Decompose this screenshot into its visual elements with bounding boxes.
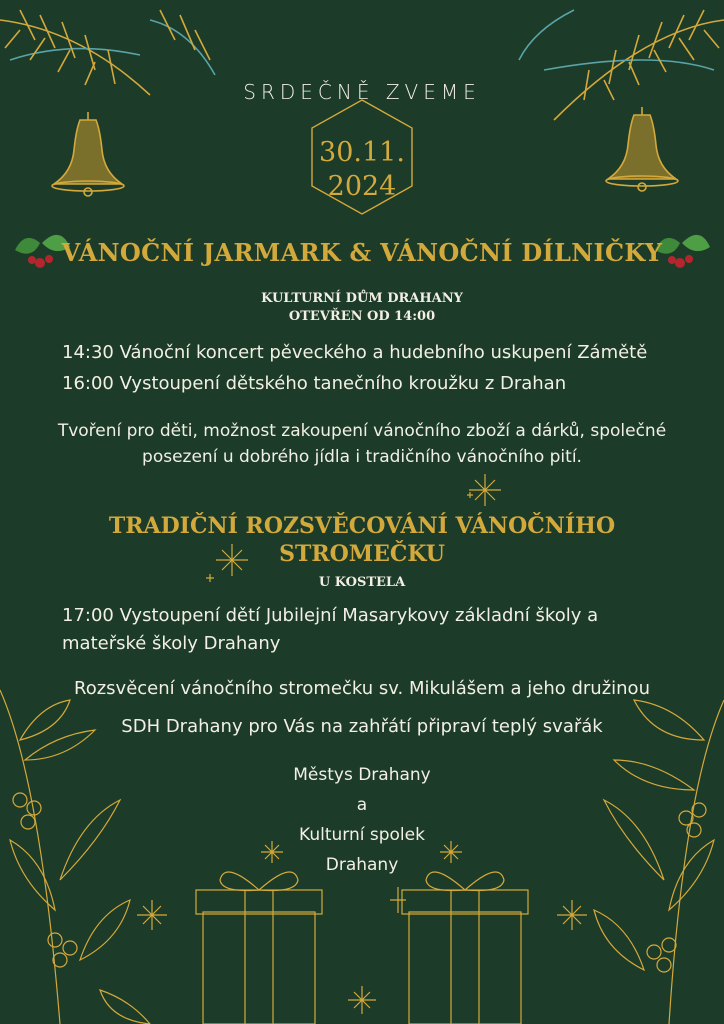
event1-program-item: 14:30 Vánoční koncert pěveckého a hudebního uskupení Zámětě <box>62 342 648 363</box>
event2-mulled-wine: SDH Drahany pro Vás na zahřátí připraví teplý svařák <box>121 716 603 737</box>
organizer-line: a <box>356 795 368 815</box>
event1-description <box>20 418 704 470</box>
event1-venue-name: KULTURNÍ DŮM DRAHANY <box>261 291 463 306</box>
sparkle-icon <box>467 492 473 498</box>
event2-program-line: 17:00 Vystoupení dětí Jubilejní Masarykovy základní školy a <box>62 605 599 626</box>
organizer-line: Drahany <box>325 855 399 875</box>
event1-opening-time: OTEVŘEN OD 14:00 <box>288 309 436 324</box>
date-year: 2024 <box>327 171 397 202</box>
gift-box-icon <box>196 872 322 1024</box>
sparkle-icon <box>557 900 587 930</box>
sparkle-icon <box>469 474 501 506</box>
event1-description-line: posezení u dobrého jídla i tradičního vánočního pití. <box>142 447 582 467</box>
event2-venue: U KOSTELA <box>318 575 406 590</box>
sparkle-icon <box>390 887 406 913</box>
date-day-month: 30.11. <box>319 137 405 168</box>
event-date <box>0 136 724 204</box>
event2-title-line: STROMEČKU <box>279 541 445 567</box>
event1-venue <box>0 290 724 326</box>
organizer-line: Kulturní spolek <box>299 825 425 845</box>
event2-title-line: TRADIČNÍ ROZSVĚCOVÁNÍ VÁNOČNÍHO <box>108 513 616 539</box>
organizer-line: Městys Drahany <box>293 765 431 785</box>
invitation-heading: SRDEČNĚ ZVEME <box>243 80 481 104</box>
event2-program-line: mateřské školy Drahany <box>62 633 281 654</box>
sparkle-icon <box>348 986 376 1014</box>
event2-title <box>60 512 664 568</box>
event1-description-line: Tvoření pro děti, možnost zakoupení vánočního zboží a dárků, společné <box>57 421 667 441</box>
organizers <box>0 760 724 880</box>
event1-title: VÁNOČNÍ JARMARK & VÁNOČNÍ DÍLNIČKY <box>61 238 663 267</box>
gift-box-icon <box>402 872 528 1024</box>
event2-program-item <box>62 602 682 658</box>
sparkle-icon <box>137 900 167 930</box>
event1-program-item: 16:00 Vystoupení dětského tanečního kroužku z Drahan <box>62 373 567 394</box>
event2-tree-lighting: Rozsvěcení vánočního stromečku sv. Mikulášem a jeho družinou <box>74 678 650 699</box>
